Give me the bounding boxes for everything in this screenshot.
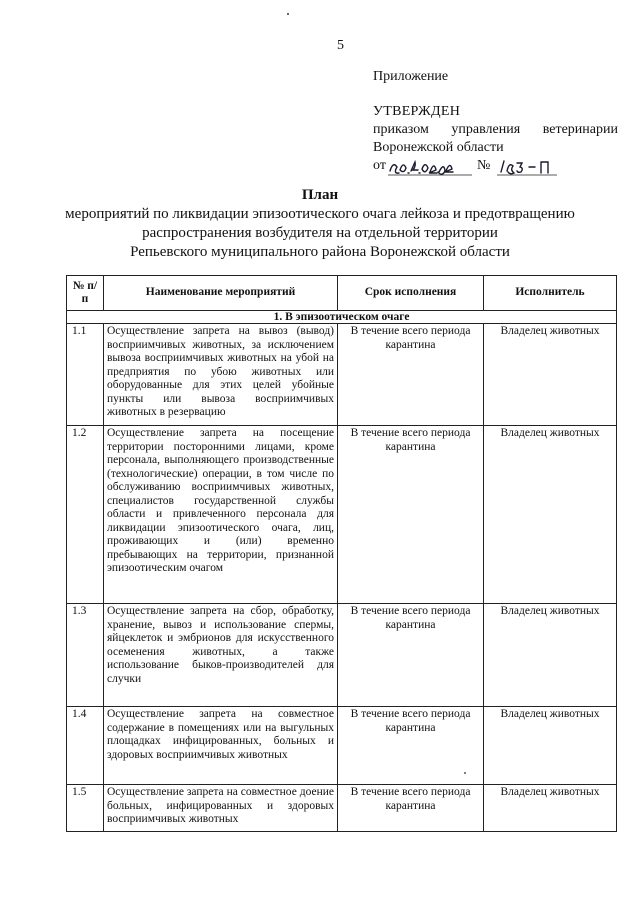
row-num: 1.4 [67,707,104,785]
order-word: управления [451,122,521,137]
table-row [67,785,617,832]
table-row [67,426,617,604]
row-executor: Владелец животных [484,785,617,832]
region-line: Воронежской области [373,140,504,155]
row-term: В течение всего периода карантина [338,426,484,604]
row-num: 1.3 [67,604,104,707]
header-name: Наименование мероприятий [104,276,338,311]
scan-speck [464,772,466,774]
order-word: приказом [373,122,429,137]
row-term: В течение всего периода карантина [338,707,484,785]
table-row [67,324,617,426]
appendix-label: Приложение [373,69,449,84]
approval-block [373,68,618,177]
row-name: Осуществление запрета на совместное содержание в помещениях или на выгульных площадках инфицированных, больных и здоровых восприимчивых животных [104,707,338,785]
row-term: В течение всего периода карантина [338,604,484,707]
row-name: Осуществление запрета на сбор, обработку, хранение, вывоз и использование спермы, яйцеклеток и эмбрионов для искусственного осеменения животных, а также использование быков-производителей для случки [104,604,338,707]
table-header-row [67,276,617,311]
row-num: 1.1 [67,324,104,426]
row-executor: Владелец животных [484,707,617,785]
measures-table [66,275,617,832]
header-executor: Исполнитель [484,276,617,311]
number-prefix: № [477,158,491,173]
row-executor: Владелец животных [484,324,617,426]
row-num: 1.2 [67,426,104,604]
row-name: Осуществление запрета на совместное доение больных, инфицированных и здоровых восприимчивых животных [104,785,338,832]
title-line: мероприятий по ликвидации эпизоотического очага лейкоза и предотвращению [65,206,575,222]
order-line [373,121,618,139]
row-name: Осуществление запрета на вывоз (вывод) восприимчивых животных, за исключением вывоза восприимчивых животных на убой на предприятия по убою животных или оборудованные для этих целей убойные пункты или вывоза восприимчивых животных в резервацию [104,324,338,426]
header-term: Срок исполнения [338,276,484,311]
header-num: № п/п [67,276,104,311]
section-title: 1. В эпизоотическом очаге [67,311,617,324]
document-title [30,186,610,262]
row-term: В течение всего периода карантина [338,785,484,832]
handwritten-date [388,157,473,177]
approved-label: УТВЕРЖДЕН [373,104,461,119]
scan-speck [287,13,289,15]
table-row [67,707,617,785]
date-prefix: от [373,158,386,173]
order-date-line [373,157,618,177]
row-term: В течение всего периода карантина [338,324,484,426]
order-word: ветеринарии [542,122,618,137]
title-line: распространения возбудителя на отдельной территории [142,225,498,241]
row-executor: Владелец животных [484,426,617,604]
row-num: 1.5 [67,785,104,832]
plan-heading: План [301,187,339,203]
section-row [67,311,617,324]
row-name: Осуществление запрета на посещение территории посторонними лицами, кроме персонала, выполняющего производственные (технологические) операции, в том числе по обслуживанию восприимчивых животных, специалистов государственной службы области и привлеченного персонала для ликвидации эпизоотического очага, лиц, проживающих и (или) временно пребывающих на территории, признанной эпизоотическим очагом [104,426,338,604]
handwritten-number [497,157,559,177]
table-row [67,604,617,707]
row-executor: Владелец животных [484,604,617,707]
title-line: Репьевского муниципального района Воронежской области [130,244,510,260]
page-number: 5 [337,38,344,53]
